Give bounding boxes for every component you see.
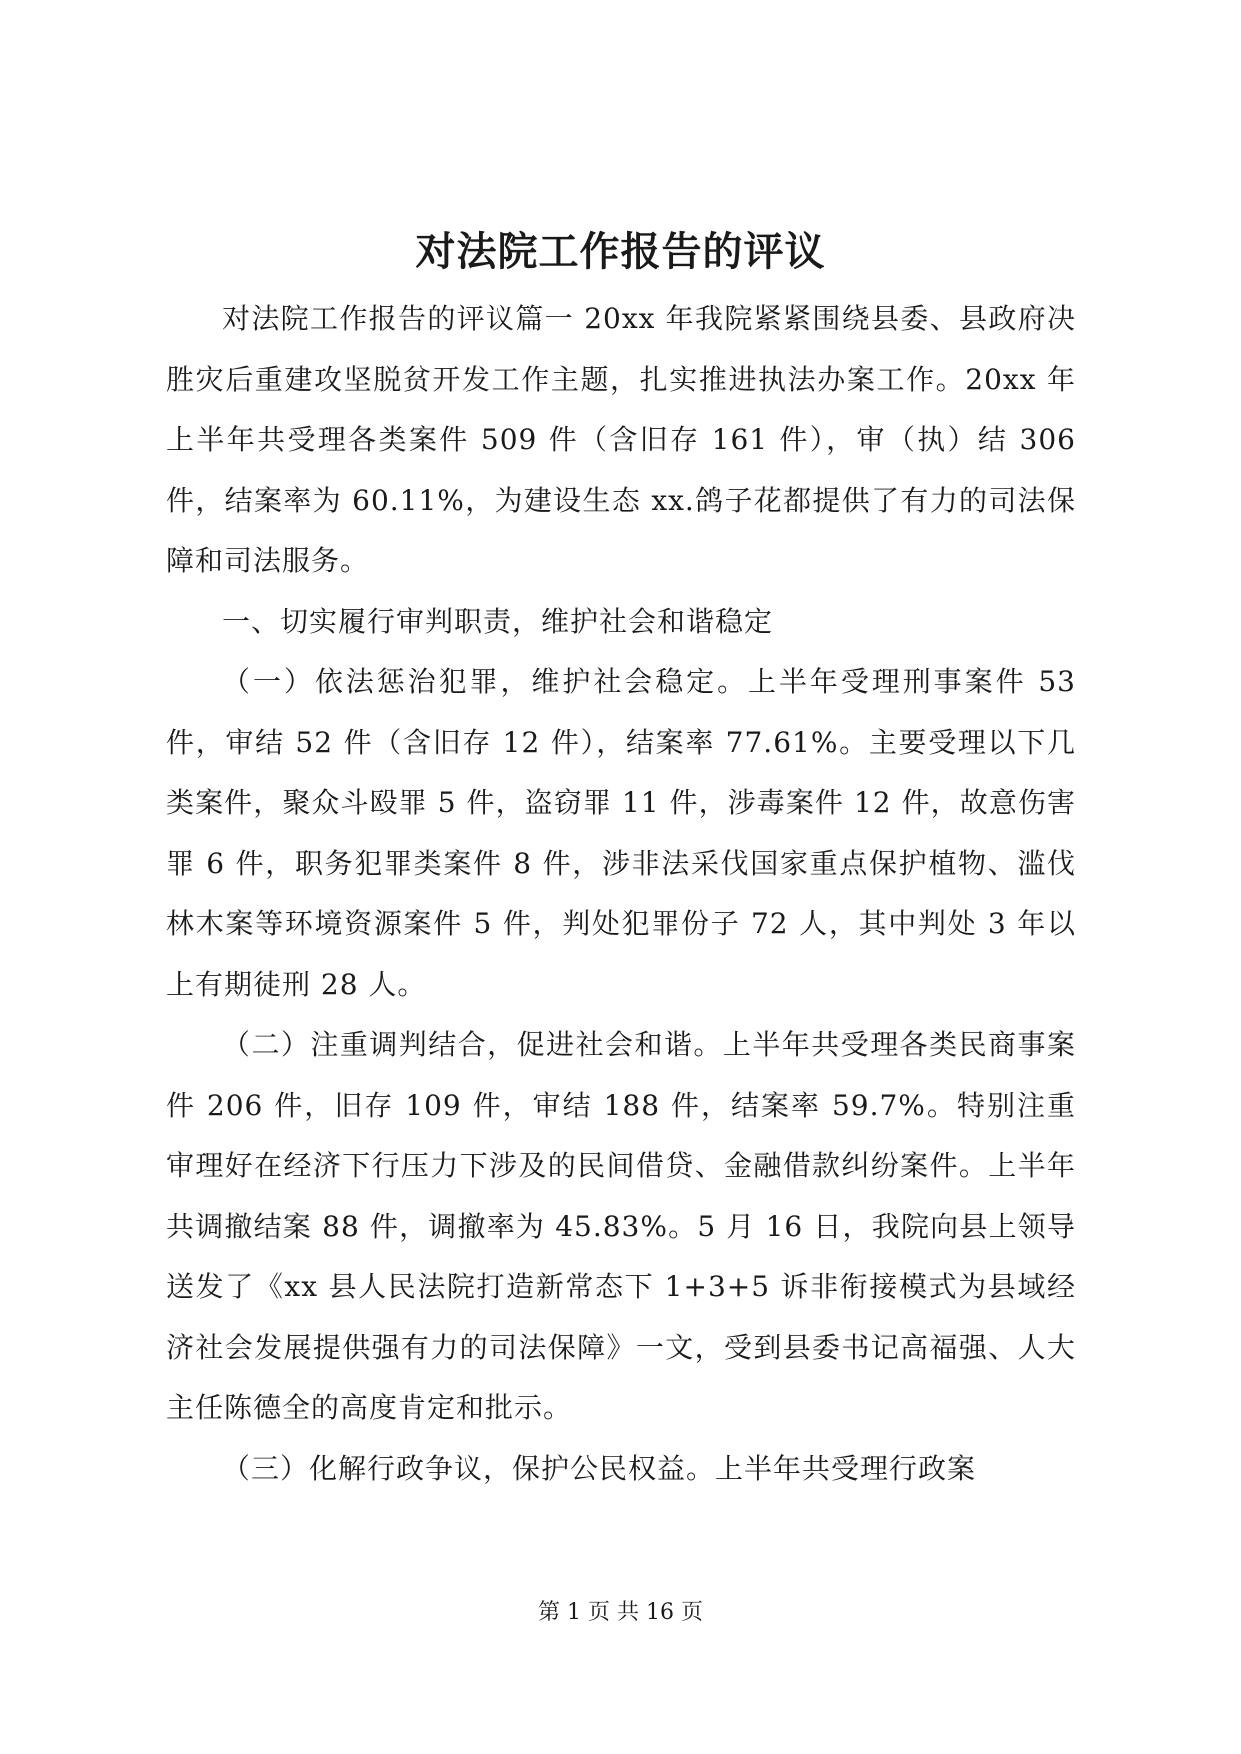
page-number-indicator: 第 1 页 共 16 页 — [538, 1600, 703, 1625]
paragraph-criminal-cases: （一）依法惩治犯罪，维护社会稳定。上半年受理刑事案件 53 件，审结 52 件（含旧存 12 件），结案率 77.61%。主要受理以下几类案件，聚众斗殴罪 5 件，盗窃罪 11 件，涉毒案件 12 件，故意伤害罪 6 件，职务犯罪类案件 8 件，涉非法采伐国家重点保护植物、滥伐林木案等环境资源案件 5 件，判处犯罪份子 72 人，其中判处 3 年以上有期徒刑 28 人。 — [166, 665, 1076, 1001]
paragraph-administrative-cases: （三）化解行政争议，保护公民权益。上半年共受理行政案 — [222, 1451, 977, 1485]
page-footer — [0, 1598, 1241, 1628]
paragraph-civil-cases: （二）注重调判结合，促进社会和谐。上半年共受理各类民商事案件 206 件，旧存 109 件，审结 188 件，结案率 59.7%。特别注重审理好在经济下行压力下涉及的民间借贷、金融借款纠纷案件。上半年共调撤结案 88 件，调撤率为 45.83%。5 月 16 日，我院向县上领导送发了《xx 县人民法院打造新常态下 1+3+5 诉非衔接模式为县域经济社会发展提供强有力的司法保障》一文，受到县委书记高福强、人大主任陈德全的高度肯定和批示。 — [166, 1028, 1076, 1424]
document-body — [166, 289, 1076, 1499]
section-heading-1: 一、切实履行审判职责，维护社会和谐稳定 — [222, 604, 774, 638]
paragraph-intro: 对法院工作报告的评议篇一 20xx 年我院紧紧围绕县委、县政府决胜灾后重建攻坚脱贫开发工作主题，扎实推进执法办案工作。20xx 年上半年共受理各类案件 509 件（含旧存 161 件），审（执）结 306 件，结案率为 60.11%，为建设生态 xx.鸽子花都提供了有力的司法保障和司法服务。 — [166, 302, 1076, 577]
document-title: 对法院工作报告的评议 — [415, 228, 826, 275]
